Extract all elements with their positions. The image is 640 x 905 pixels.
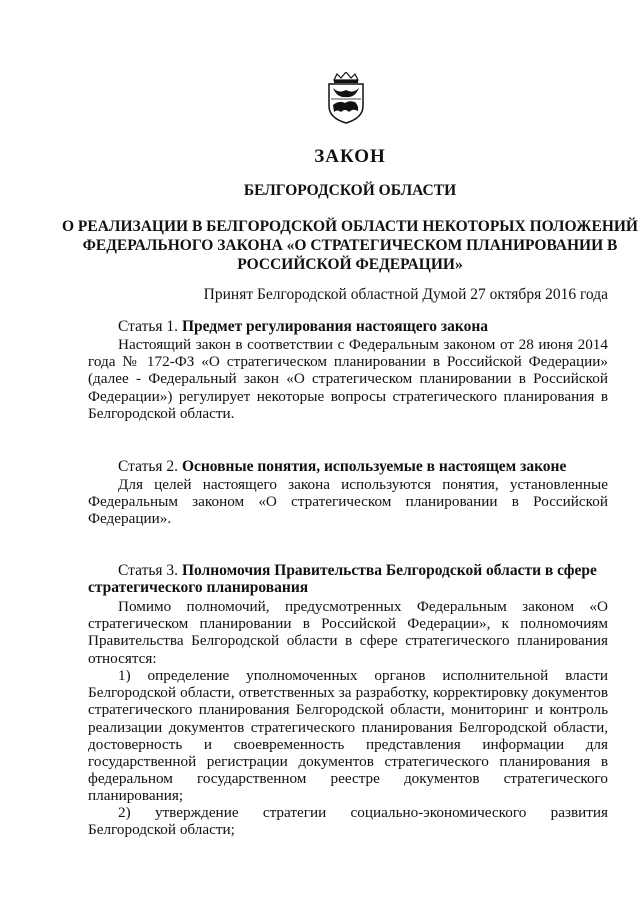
article-3-paragraph-3: 2) утверждение стратегии социально-экономического развития Белгородской области; — [88, 804, 608, 839]
article-3-label: Статья 3. — [118, 562, 179, 579]
adoption-line: Принят Белгородской областной Думой 27 октября 2016 года — [203, 286, 608, 303]
article-3-heading — [88, 562, 608, 596]
document-type-title: ЗАКОН — [314, 146, 386, 167]
article-2-label: Статья 2. — [118, 458, 179, 475]
article-3-paragraph-2: 1) определение уполномоченных органов исполнительной власти Белгородской области, ответственных за разработку, корректировку документов стратегического планирования Белгородской области, мониторинг и контроль реализации документов стратегического планирования Белгородской области, достоверность и своевременность представления информации для государственной регистрации документов стратегического планирования в федеральном государственном реестре документов стратегического планирования; — [88, 667, 608, 805]
article-1-title: Предмет регулирования настоящего закона — [181, 318, 489, 335]
coat-of-arms-emblem — [325, 72, 367, 124]
article-2-heading — [118, 458, 618, 476]
region-title: БЕЛГОРОДСКОЙ ОБЛАСТИ — [243, 182, 457, 199]
article-2-paragraph-1: Для целей настоящего закона используются понятия, установленные Федеральным законом «О стратегическом планировании в Российской Федерации». — [88, 476, 608, 528]
law-subject-title: О РЕАЛИЗАЦИИ В БЕЛГОРОДСКОЙ ОБЛАСТИ НЕКОТОРЫХ ПОЛОЖЕНИЙ ФЕДЕРАЛЬНОГО ЗАКОНА «О СТРАТЕГИЧЕСКОМ ПЛАНИРОВАНИИ В РОССИЙСКОЙ ФЕДЕРАЦИИ» — [62, 218, 638, 273]
article-1-label: Статья 1. — [118, 318, 179, 335]
article-1-paragraph-1: Настоящий закон в соответствии с Федеральным законом от 28 июня 2014 года № 172-ФЗ «О стратегическом планировании в Российской Федерации» (далее - Федеральный закон «О стратегическом планировании в Российской Федерации») регулирует некоторые вопросы стратегического планирования в Белгородской области. — [88, 336, 608, 422]
article-3-title: Полномочия Правительства Белгородской области в сфере стратегического планирования — [88, 562, 597, 596]
article-1-heading — [118, 318, 618, 336]
article-2-title: Основные понятия, используемые в настоящем законе — [181, 458, 567, 475]
article-3-paragraph-1: Помимо полномочий, предусмотренных Федеральным законом «О стратегическом планировании в Российской Федерации», к полномочиям Правительства Белгородской области в сфере стратегического планирования относятся: — [88, 598, 608, 667]
